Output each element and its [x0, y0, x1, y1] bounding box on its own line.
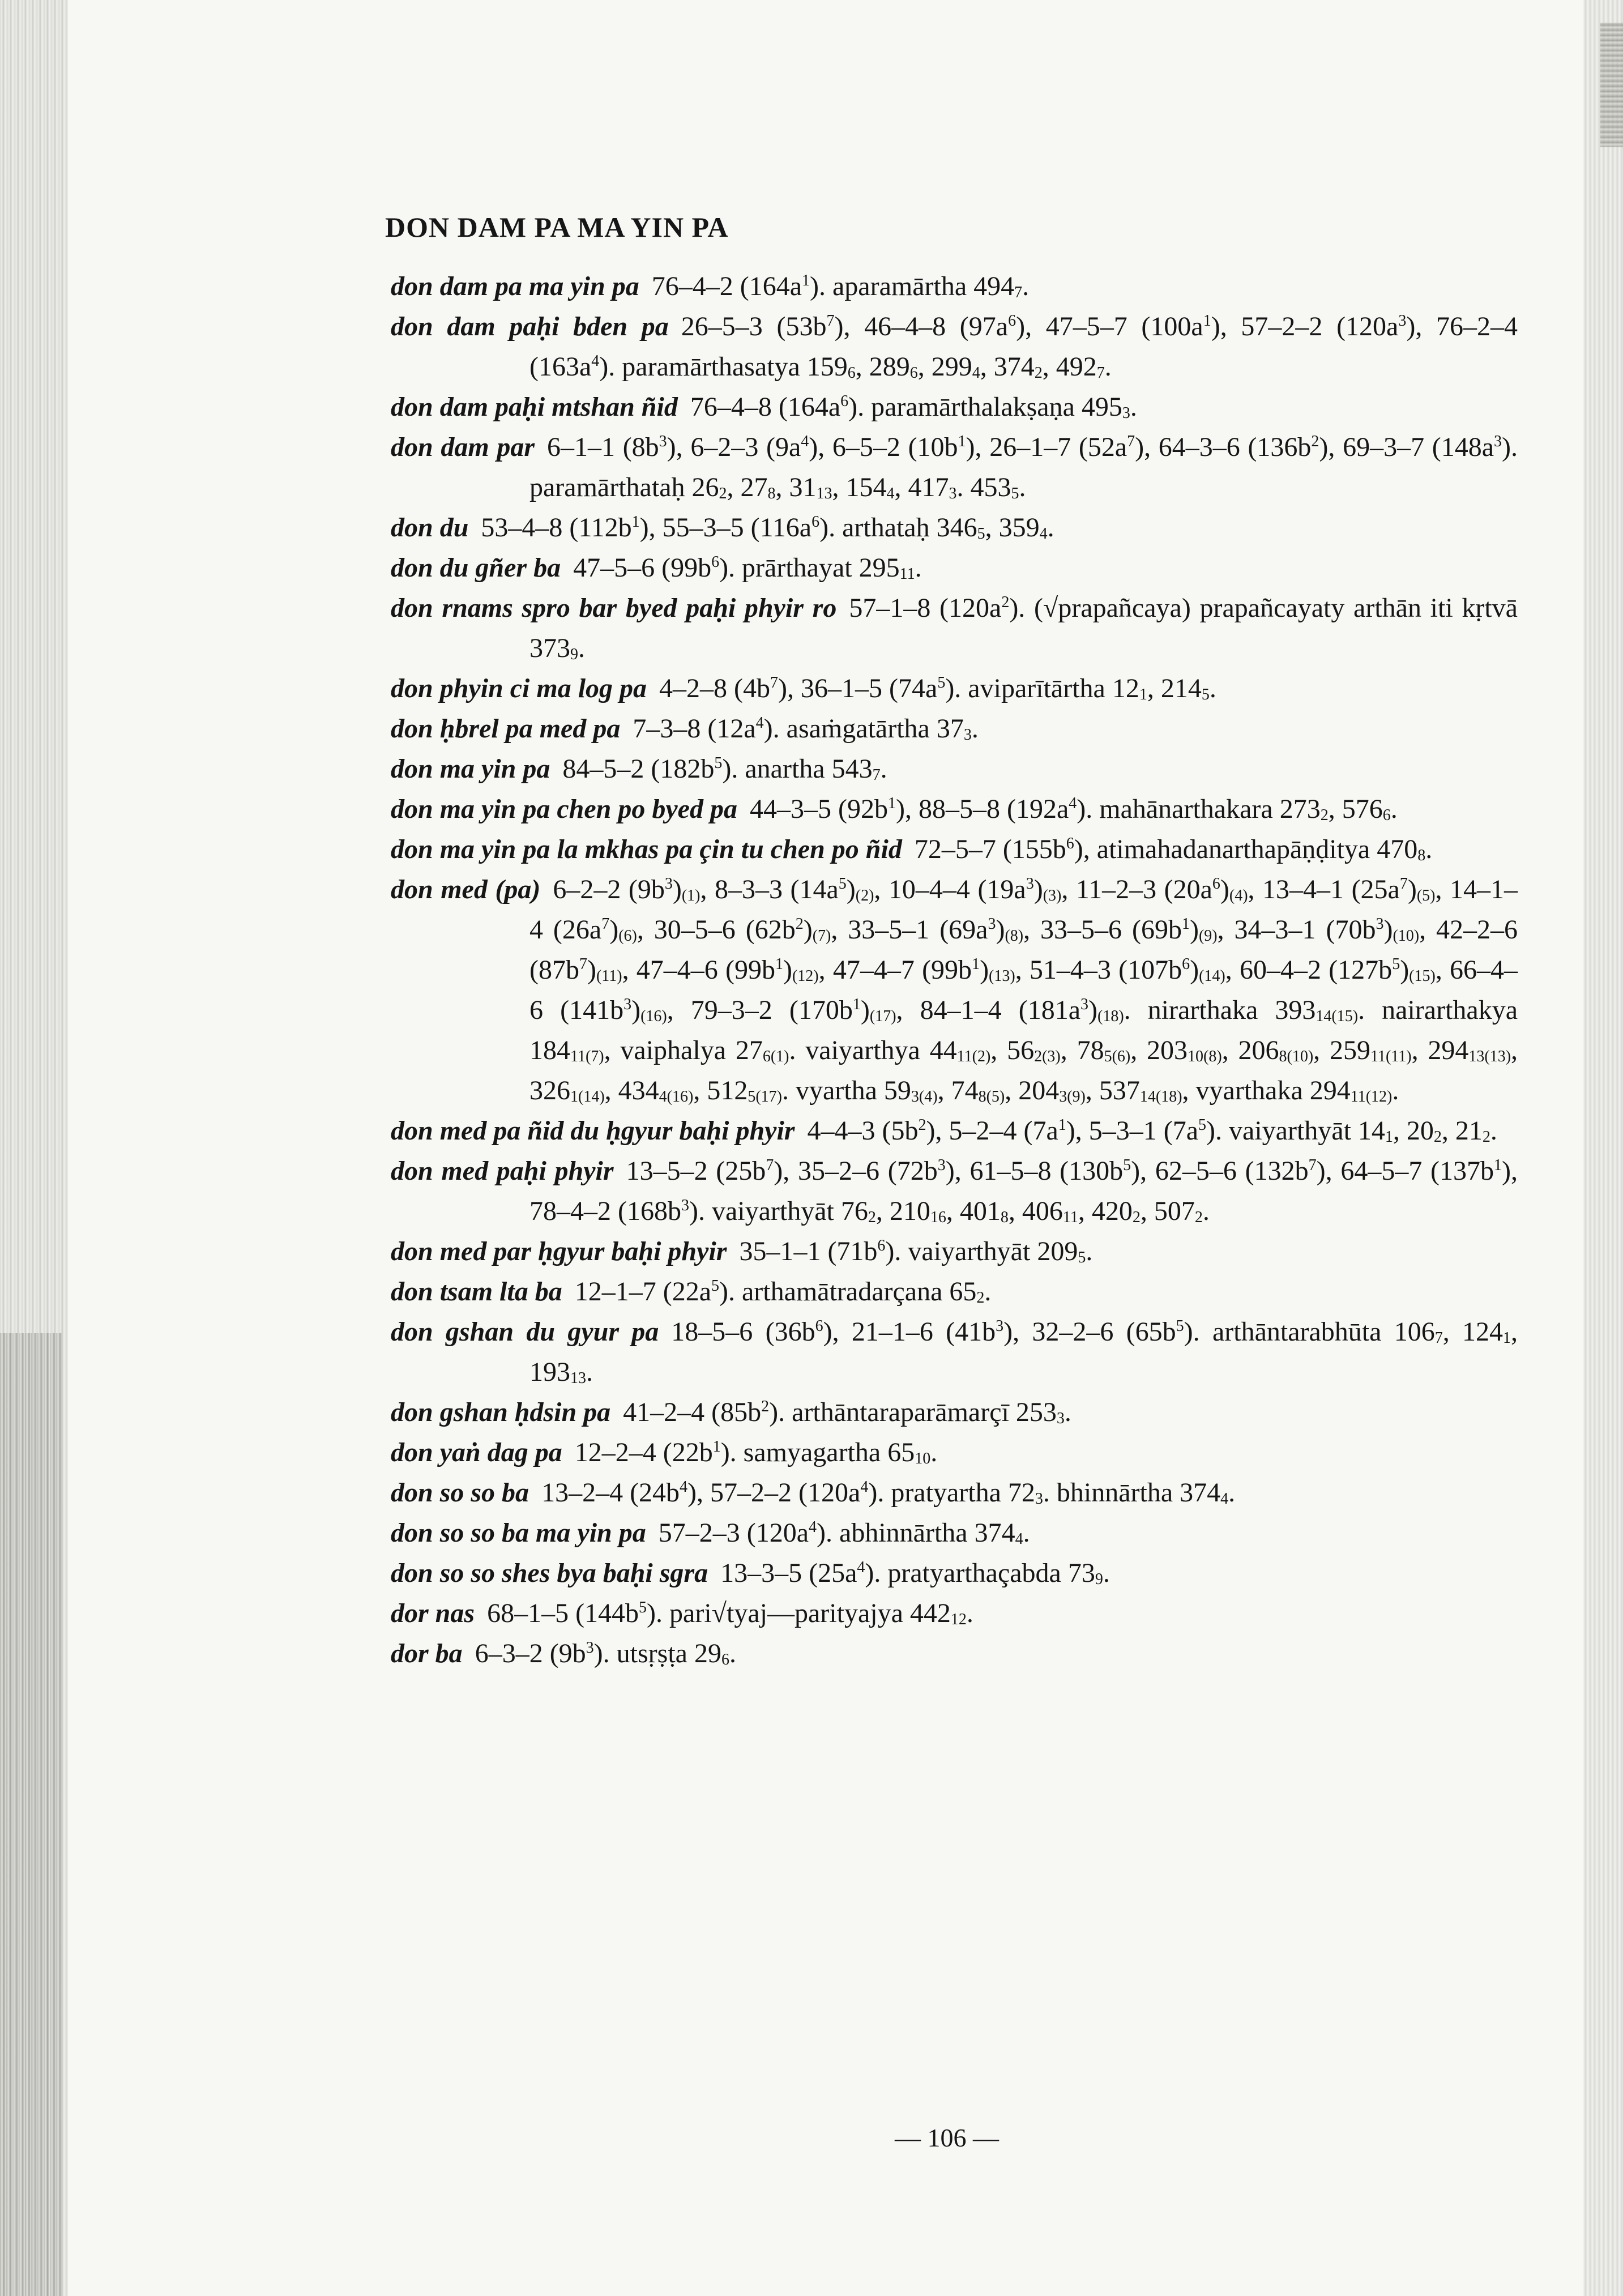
- glossary-entry: [391, 1312, 1518, 1392]
- page-number: — 106 —: [895, 2123, 999, 2152]
- entry-term: don gshan ḥdsin pa: [391, 1397, 611, 1427]
- entry-term: don dam paḥi bden pa: [391, 311, 669, 342]
- entry-references: 41–2–4 $(85b^2)$. arthāntaraparāmarçī $253_3$.: [623, 1397, 1071, 1427]
- entry-term: dor ba: [391, 1638, 463, 1668]
- entry-term: don dam par: [391, 432, 535, 462]
- glossary-entry: [391, 507, 1518, 548]
- entry-references: 13–3–5 $(25a^4)$. pratyarthaçabda $73_9$.: [720, 1558, 1110, 1588]
- entry-references: 47–5–6 $(99b^6)$. prārthayat $295_{11}$.: [573, 553, 922, 583]
- entry-term: don so so ba: [391, 1478, 529, 1508]
- entry-term: don yaṅ dag pa: [391, 1437, 562, 1467]
- glossary-entry: [391, 306, 1518, 387]
- page-title: DON DAM PA MA YIN PA: [385, 211, 729, 243]
- glossary-entry: [391, 1432, 1518, 1473]
- entry-term: don so so shes bya baḥi sgra: [391, 1558, 708, 1588]
- glossary-entry: [391, 1593, 1518, 1633]
- glossary-entry: [391, 266, 1518, 306]
- glossary-entry: [391, 427, 1518, 507]
- glossary-entry: [391, 387, 1518, 427]
- entry-references: 6–3–2 $(9b^3)$. utsṛṣṭa $29_6$.: [475, 1638, 736, 1668]
- scan-margin-right-top: [1600, 23, 1623, 147]
- entry-references: 12–2–4 $(22b^1)$. samyagartha $65_{10}$.: [574, 1437, 938, 1467]
- glossary-entry: [391, 749, 1518, 789]
- entry-term: dor nas: [391, 1598, 475, 1628]
- entry-references: 4–2–8 $(4b^7)$, 36–1–5 $(74a^5)$. aviparītārtha $12_1$, $214_5$.: [659, 673, 1216, 703]
- entry-term: don phyin ci ma log pa: [391, 673, 647, 703]
- entry-references: 6–1–1 $(8b^3)$, 6–2–3 $(9a^4)$, 6–5–2 $(10b^1)$, 26–1–7 $(52a^7)$, 64–3–6 $(136b^2)$, 69–3–7 $(148a^3)$. paramārthataḥ $26_2$, $27_8$, $31_{13}$, $154_4$, $417_3$. $453_5$.: [529, 432, 1518, 502]
- entry-references: 4–4–3 $(5b^2)$, 5–2–4 $(7a^1)$, 5–3–1 $(7a^5)$. vaiyarthyāt $14_1$, $20_2$, $21_2$.: [807, 1116, 1497, 1146]
- entry-references: 18–5–6 $(36b^6)$, 21–1–6 $(41b^3)$, 32–2–6 $(65b^5)$. arthāntarabhūta $106_7$, $124_1$, $193_{13}$.: [529, 1317, 1518, 1387]
- entry-term: don dam paḥi mtshan ñid: [391, 392, 678, 422]
- entry-term: don dam pa ma yin pa: [391, 271, 639, 301]
- glossary-entry: [391, 1392, 1518, 1432]
- entry-references: 68–1–5 $(144b^5)$. pari√tyaj—parityajya $442_{12}$.: [487, 1598, 973, 1628]
- glossary-entry: [391, 869, 1518, 1111]
- entry-references: 53–4–8 $(112b^1)$, 55–3–5 $(116a^6)$. arthataḥ $346_5$, $359_4$.: [481, 513, 1054, 543]
- glossary-entry: [391, 789, 1518, 829]
- entry-term: don rnams spro bar byed paḥi phyir ro: [391, 593, 837, 623]
- entry-references: 26–5–3 $(53b^7)$, 46–4–8 $(97a^6)$, 47–5–7 $(100a^1)$, 57–2–2 $(120a^3)$, 76–2–4 $(163a^4)$. paramārthasatya $159_6$, $289_6$, $299_4$, $374_2$, $492_7$.: [529, 311, 1518, 382]
- glossary-entry: [391, 1553, 1518, 1593]
- entry-references: 13–5–2 $(25b^7)$, 35–2–6 $(72b^3)$, 61–5–8 $(130b^5)$, 62–5–6 $(132b^7)$, 64–5–7 $(137b^1)$, 78–4–2 $(168b^3)$. vaiyarthyāt $76_2$, $210_{16}$, $401_8$, $406_{11}$, $420_2$, $507_2$.: [529, 1156, 1518, 1226]
- entry-references: 76–4–2 $(164a^1)$. aparamārtha $494_7$.: [651, 271, 1030, 301]
- entry-references: 7–3–8 $(12a^4)$. asaṁgatārtha $37_3$.: [633, 714, 979, 744]
- entry-term: don med (pa): [391, 874, 541, 904]
- entry-term: don du: [391, 513, 469, 543]
- glossary-entry: [391, 1633, 1518, 1674]
- glossary-entry: [391, 1151, 1518, 1231]
- entry-term: don ma yin pa chen po byed pa: [391, 794, 737, 824]
- entry-references: 13–2–4 $(24b^4)$, 57–2–2 $(120a^4)$. pratyartha $72_3$. bhinnārtha $374_4$.: [541, 1478, 1236, 1508]
- entry-references: 12–1–7 $(22a^5)$. arthamātradarçana $65_2$.: [574, 1277, 992, 1307]
- glossary-entry: [391, 1513, 1518, 1553]
- glossary-entry: [391, 1231, 1518, 1271]
- entry-term: don tsam lta ba: [391, 1277, 562, 1307]
- entry-term: don med par ḥgyur baḥi phyir: [391, 1236, 727, 1266]
- scan-margin-left-dark: [0, 1333, 62, 2296]
- glossary-entries: [391, 266, 1518, 1674]
- glossary-entry: [391, 709, 1518, 749]
- glossary-entry: [391, 1473, 1518, 1513]
- entry-term: don du gñer ba: [391, 553, 561, 583]
- entry-references: 35–1–1 $(71b^6)$. vaiyarthyāt $209_5$.: [739, 1236, 1093, 1266]
- glossary-entry: [391, 668, 1518, 709]
- entry-references: 57–1–8 $(120a^2)$. (√prapañcaya) prapañcayaty arthān iti kṛtvā $373_9$.: [529, 593, 1518, 663]
- glossary-entry: [391, 1111, 1518, 1151]
- entry-term: don so so ba ma yin pa: [391, 1518, 646, 1548]
- scan-margin-right: [1583, 0, 1623, 2296]
- entry-term: don ḥbrel pa med pa: [391, 714, 621, 744]
- glossary-entry: [391, 1271, 1518, 1312]
- entry-term: don ma yin pa la mkhas pa çin tu chen po ñid: [391, 834, 902, 864]
- entry-references: 57–2–3 $(120a^4)$. abhinnārtha $374_4$.: [658, 1518, 1030, 1548]
- entry-references: 72–5–7 $(155b^6)$, atimahadanarthapāṇḍitya $470_8$.: [914, 834, 1433, 864]
- entry-term: don gshan du gyur pa: [391, 1317, 659, 1347]
- glossary-entry: [391, 588, 1518, 668]
- entry-term: don med pa ñid du ḥgyur baḥi phyir: [391, 1116, 795, 1146]
- entry-references: 76–4–8 $(164a^6)$. paramārthalakṣaṇa $495_3$.: [690, 392, 1137, 422]
- entry-term: don med paḥi phyir: [391, 1156, 614, 1186]
- entry-references: 44–3–5 $(92b^1)$, 88–5–8 $(192a^4)$. mahānarthakara $273_2$, $576_6$.: [749, 794, 1398, 824]
- glossary-entry: [391, 829, 1518, 869]
- entry-references: 84–5–2 $(182b^5)$. anartha $543_7$.: [562, 754, 887, 784]
- entry-references: 6–2–2 $(9b^3)_{(1)}$, 8–3–3 $(14a^5)_{(2)}$, 10–4–4 $(19a^3)_{(3)}$, 11–2–3 $(20a^6)_{(4)}$, 13–4–1 $(25a^7)_{(5)}$, 14–1–4 $(26a^7)_{(6)}$, 30–5–6 $(62b^2)_{(7)}$, 33–5–1 $(69a^3)_{(8)}$, 33–5–6 $(69b^1)_{(9)}$, 34–3–1 $(70b^3)_{(10)}$, 42–2–6 $(87b^7)_{(11)}$, 47–4–6 $(99b^1)_{(12)}$, 47–4–7 $(99b^1)_{(13)}$, 51–4–3 $(107b^6)_{(14)}$, 60–4–2 $(127b^5)_{(15)}$, 66–4–6 $(141b^3)_{(16)}$, 79–3–2 $(170b^1)_{(17)}$, 84–1–4 $(181a^3)_{(18)}$. nirarthaka $393_{14(15)}$. nairarthakya $184_{11(7)}$, vaiphalya $27_{6(1)}$. vaiyarthya $44_{11(2)}$, $56_{2(3)}$, $78_{5(6)}$, $203_{10(8)}$, $206_{8(10)}$, $259_{11(11)}$, $294_{13(13)}$, $326_{1(14)}$, $434_{4(16)}$, $512_{5(17)}$. vyartha $59_{3(4)}$, $74_{8(5)}$, $204_{3(9)}$, $537_{14(18)}$, vyarthaka $294_{11(12)}$.: [529, 874, 1518, 1106]
- entry-term: don ma yin pa: [391, 754, 550, 784]
- glossary-entry: [391, 548, 1518, 588]
